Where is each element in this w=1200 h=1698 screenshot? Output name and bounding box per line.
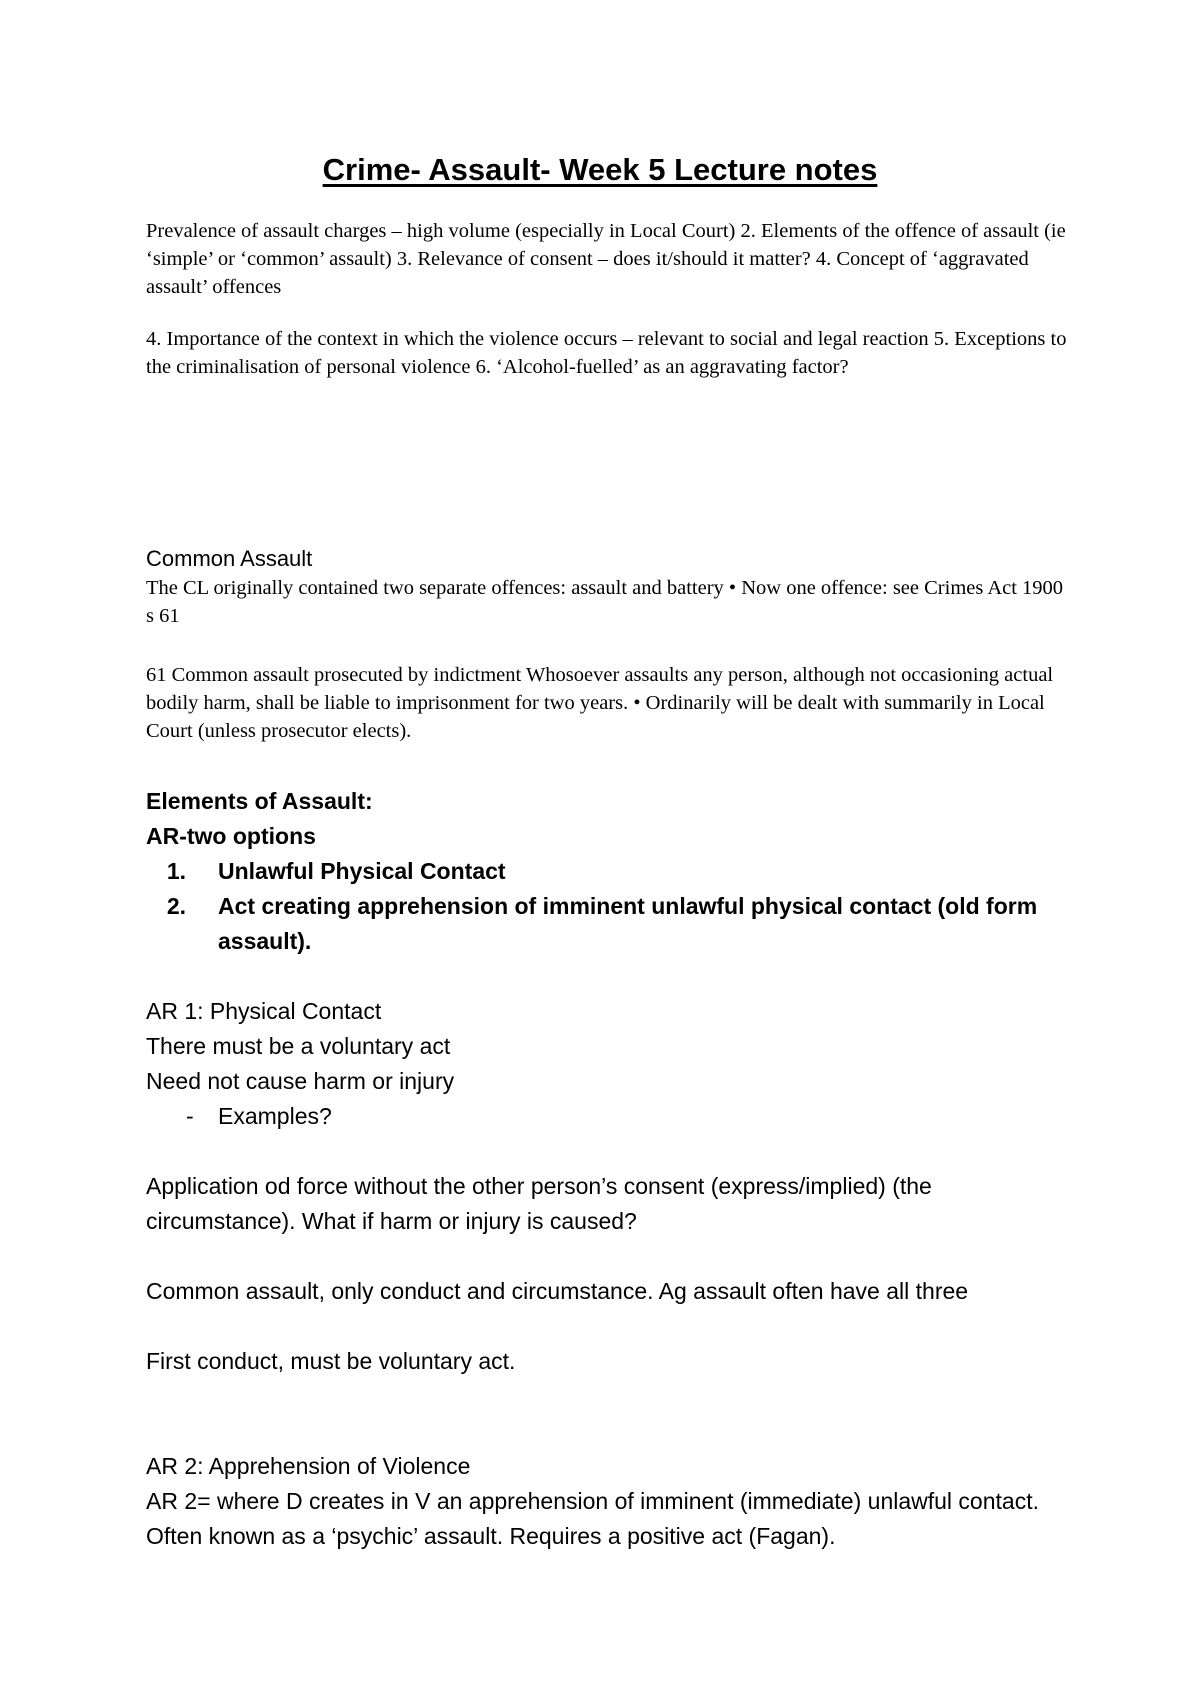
ar1-line-harm: Need not cause harm or injury [146, 1068, 455, 1094]
ar1-line-voluntary: There must be a voluntary act [146, 1033, 451, 1059]
ar1-heading: AR 1: Physical Contact [146, 998, 382, 1024]
ar1-paragraph-force: Application od force without the other person’s consent (express/implied) (the circumstance). What if harm or injury is caused? [146, 1173, 932, 1234]
ar1-paragraph-conduct: First conduct, must be voluntary act. [146, 1348, 516, 1374]
elements-subheading: AR-two options [146, 823, 316, 849]
list-item-text: Act creating apprehension of imminent unlawful physical contact (old form assault). [218, 893, 1038, 954]
section-61-paragraph: 61 Common assault prosecuted by indictment Whosoever assaults any person, although not occasioning actual bodily harm, shall be liable to imprisonment for two years. • Ordinarily will be dealt with summarily in Local Court (unless prosecutor elects). [146, 664, 1054, 742]
list-item-number: 2. [166, 893, 186, 919]
page-title: Crime- Assault- Week 5 Lecture notes [322, 152, 878, 187]
list-item [146, 889, 1086, 959]
ar2-body: AR 2= where D creates in V an apprehension of imminent (immediate) unlawful contact. Often known as a ‘psychic’ assault. Requires a positive act (Fagan). [146, 1488, 1039, 1549]
list-item-text: Unlawful Physical Contact [218, 858, 506, 884]
list-item [146, 854, 1086, 889]
ar2-heading: AR 2: Apprehension of Violence [146, 1453, 471, 1479]
intro-paragraph-2: 4. Importance of the context in which the violence occurs – relevant to social and legal reaction 5. Exceptions to the criminalisation of personal violence 6. ‘Alcohol-fuelled’ as an aggravating factor? [146, 328, 1067, 378]
elements-heading: Elements of Assault: [146, 788, 373, 814]
common-assault-body: The CL originally contained two separate offences: assault and battery • Now one offence: see Crimes Act 1900 s 61 [146, 577, 1064, 627]
list-item-number: 1. [166, 858, 186, 884]
common-assault-heading: Common Assault [146, 546, 313, 571]
examples-bullet: Examples? [218, 1103, 332, 1129]
dash-bullet: - [186, 1103, 194, 1129]
ar1-paragraph-common: Common assault, only conduct and circumstance. Ag assault often have all three [146, 1278, 969, 1304]
intro-paragraph-1: Prevalence of assault charges – high volume (especially in Local Court) 2. Elements of the offence of assault (ie ‘simple’ or ‘common’ assault) 3. Relevance of consent – does it/should it matter? 4. Concept of ‘aggravated assault’ offences [146, 220, 1066, 298]
